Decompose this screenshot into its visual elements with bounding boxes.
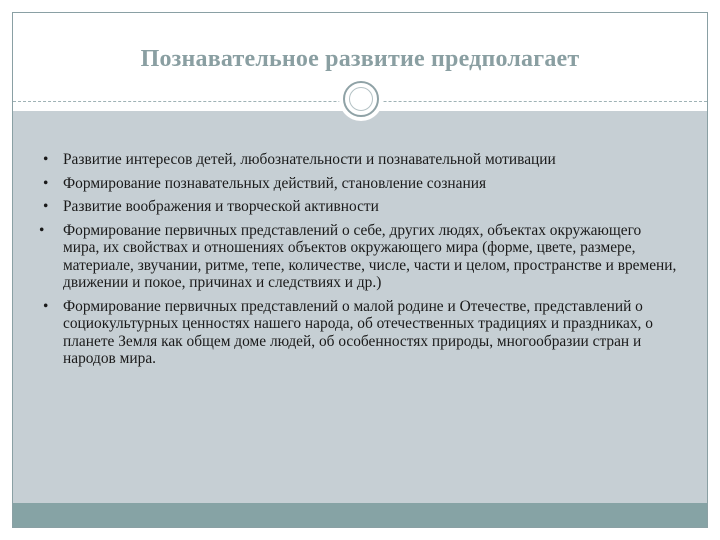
- list-item: [41, 222, 681, 292]
- footer-bar: [13, 503, 707, 527]
- bullet-icon: •: [39, 221, 45, 239]
- bullet-icon: •: [43, 198, 49, 215]
- circle-ornament-icon: [339, 77, 383, 121]
- bullet-icon: •: [43, 174, 49, 192]
- circle-inner-icon: [349, 87, 373, 111]
- list-item-text: Развитие воображения и творческой активности: [63, 198, 379, 215]
- list-item: [41, 298, 681, 368]
- content-area: [13, 111, 707, 503]
- list-item-text: Формирование первичных представлений о себе, других людях, объектах окружающего мира, их свойствах и отношениях объектов окружающего мира (форме, цвете, размере, материале, звучании, ритме, тепе, количестве, числе, части и целом, пространстве и времени, движении и покое, причинах и следствиях и др.): [63, 221, 677, 291]
- list-item: [41, 151, 681, 169]
- circle-ring-icon: [343, 81, 379, 117]
- slide: [12, 12, 708, 528]
- list-item: [41, 175, 681, 193]
- slide-title: Познавательное развитие предполагает: [140, 46, 580, 72]
- list-item-text: Формирование первичных представлений о малой родине и Отечестве, представлений о социокультурных ценностях нашего народа, об отечественных традициях и праздниках, о планете Земля как общем доме людей, об особенностях природы, многообразии стран и народов мира.: [63, 297, 653, 367]
- list-item: [41, 198, 681, 216]
- bullet-list: [41, 151, 681, 374]
- list-item-text: Формирование познавательных действий, становление сознания: [63, 174, 487, 192]
- list-item-text: Развитие интересов детей, любознательности и познавательной мотивации: [63, 151, 556, 168]
- bullet-icon: •: [43, 297, 49, 315]
- bullet-icon: •: [43, 151, 49, 168]
